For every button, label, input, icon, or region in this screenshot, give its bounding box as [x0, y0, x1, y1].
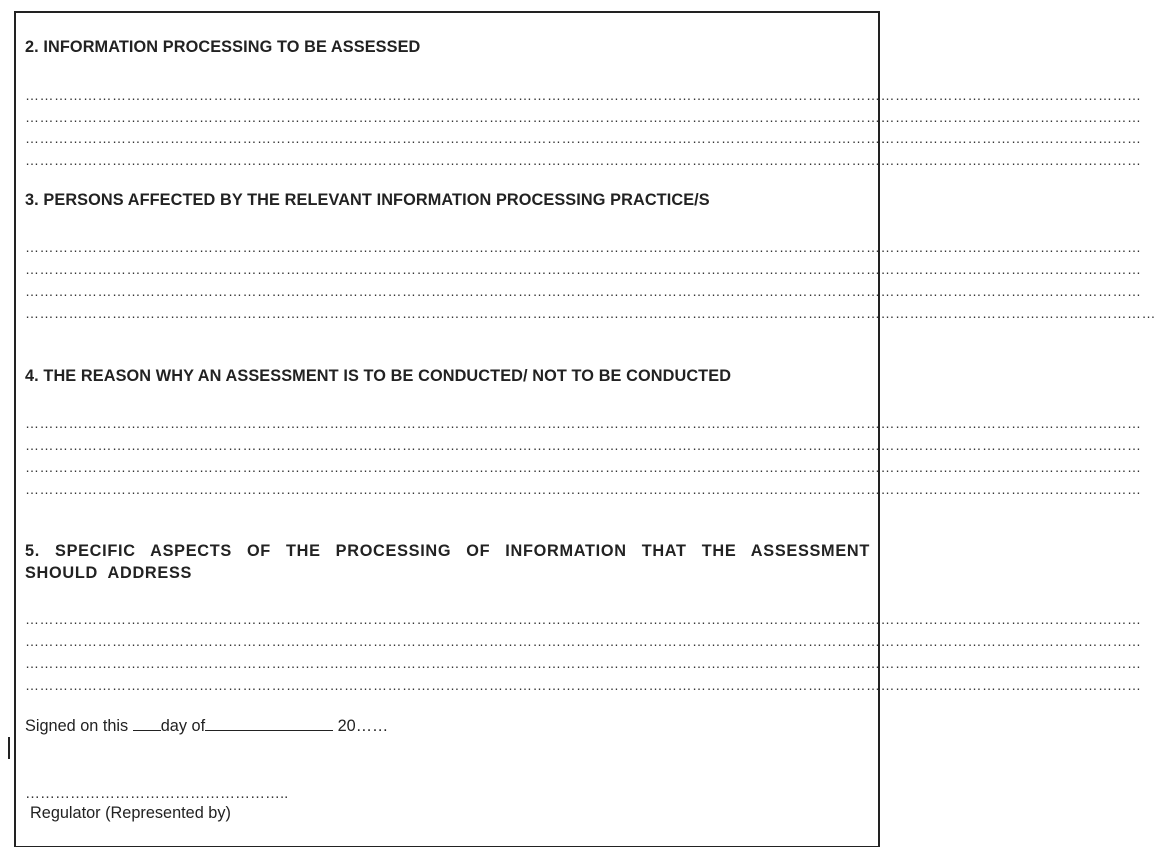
section-3-line-3[interactable]: …………………………………………………………………………………………………………………………………………………………………………………………………………… [25, 283, 1142, 299]
section-3-line-1[interactable]: …………………………………………………………………………………………………………………………………………………………………………………………………………… [25, 239, 1142, 255]
section-3-line-4[interactable]: ……………………………………………………………………………………………………………………………………………………………………………………………………………… [25, 305, 1156, 321]
section-4-heading: 4. THE REASON WHY AN ASSESSMENT IS TO BE CONDUCTED/ NOT TO BE CONDUCTED [25, 367, 732, 385]
section-4-line-1[interactable]: …………………………………………………………………………………………………………………………………………………………………………………………………………… [25, 415, 1142, 431]
day-blank[interactable] [133, 716, 161, 731]
signed-on-line [25, 716, 388, 736]
section-3-line-2[interactable]: …………………………………………………………………………………………………………………………………………………………………………………………………………… [25, 261, 1142, 277]
section-4-line-2[interactable]: …………………………………………………………………………………………………………………………………………………………………………………………………………… [25, 437, 1142, 453]
section-5-line-1[interactable]: …………………………………………………………………………………………………………………………………………………………………………………………………………… [25, 611, 1142, 627]
section-5-heading: 5. SPECIFIC ASPECTS OF THE PROCESSING OF INFORMATION THAT THE ASSESSMENT SHOULD ADDRESS [25, 542, 870, 582]
text-cursor [8, 737, 10, 759]
section-2-line-1[interactable]: …………………………………………………………………………………………………………………………………………………………………………………………………………… [25, 87, 1142, 103]
section-2-line-2[interactable]: …………………………………………………………………………………………………………………………………………………………………………………………………………… [25, 109, 1142, 125]
year-label: 20…… [337, 717, 389, 735]
section-2-line-4[interactable]: …………………………………………………………………………………………………………………………………………………………………………………………………………… [25, 152, 1142, 168]
section-2-line-3[interactable]: …………………………………………………………………………………………………………………………………………………………………………………………………………… [25, 130, 1142, 146]
section-5-line-2[interactable]: …………………………………………………………………………………………………………………………………………………………………………………………………………… [25, 633, 1142, 649]
signed-on-label: Signed on this [25, 717, 129, 735]
section-4-line-3[interactable]: …………………………………………………………………………………………………………………………………………………………………………………………………………… [25, 459, 1142, 475]
section-5-line-3[interactable]: …………………………………………………………………………………………………………………………………………………………………………………………………………… [25, 655, 1142, 671]
section-4-line-4[interactable]: …………………………………………………………………………………………………………………………………………………………………………………………………………… [25, 481, 1142, 497]
month-blank[interactable] [205, 716, 333, 731]
day-of-label: day of [160, 717, 206, 735]
section-5-line-4[interactable]: …………………………………………………………………………………………………………………………………………………………………………………………………………… [25, 677, 1142, 693]
regulator-label: Regulator (Represented by) [30, 804, 231, 822]
signature-line[interactable]: …………………………………………….. [25, 785, 289, 802]
section-3-heading: 3. PERSONS AFFECTED BY THE RELEVANT INFORMATION PROCESSING PRACTICE/S [25, 191, 710, 209]
section-2-heading: 2. INFORMATION PROCESSING TO BE ASSESSED [25, 38, 421, 56]
